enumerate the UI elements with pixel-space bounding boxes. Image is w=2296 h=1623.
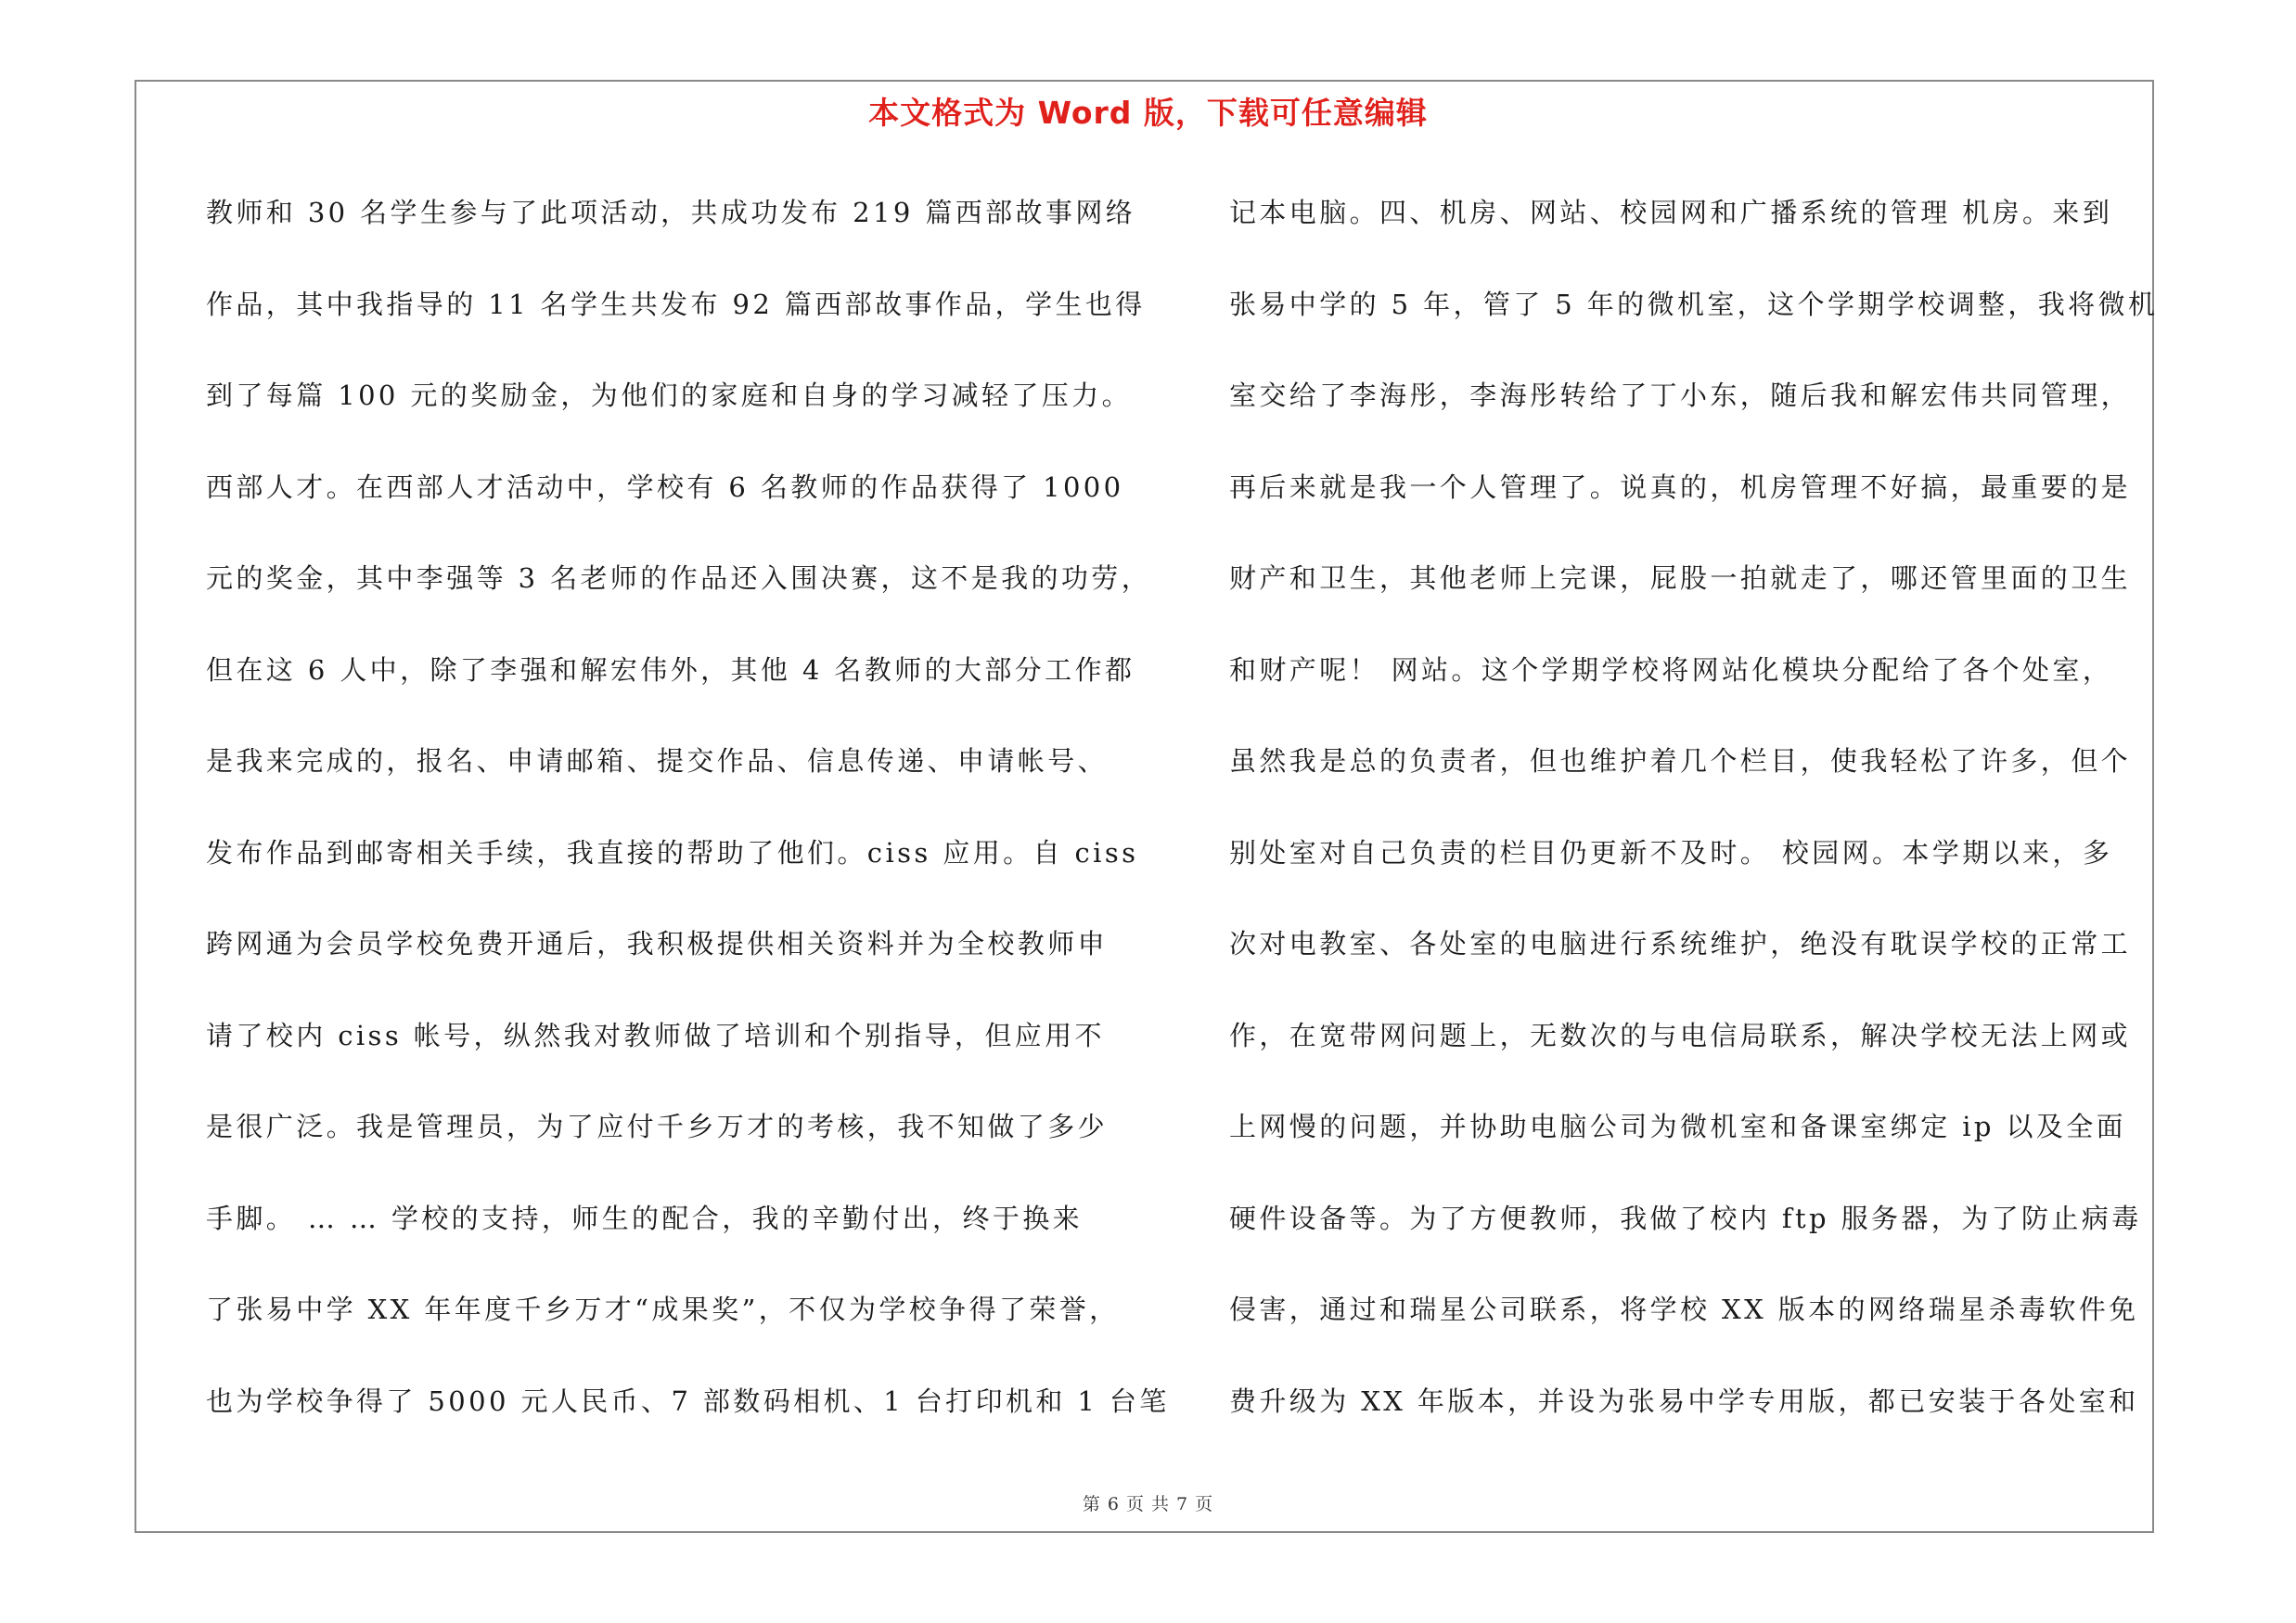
- right-text-column: [1229, 185, 2161, 1464]
- text-line: 是我来完成的，报名、申请邮箱、提交作品、信息传递、申请帐号、: [206, 745, 1109, 777]
- text-line: 也为学校争得了 5000 元人民币、7 部数码相机、1 台打印机和 1 台笔: [206, 1385, 1170, 1417]
- text-line: 了张易中学 XX 年年度千乡万才“成果奖”，不仅为学校争得了荣誉，: [206, 1294, 1120, 1325]
- text-line: 再后来就是我一个人管理了。说真的，机房管理不好搞，最重要的是: [1229, 470, 2132, 503]
- text-line: 发布作品到邮寄相关手续，我直接的帮助了他们。ciss 应用。自 ciss: [206, 836, 1139, 869]
- text-line: 但在这 6 人中，除了李强和解宏伟外，其他 4 名教师的大部分工作都: [206, 653, 1135, 686]
- left-text-column: [206, 185, 1170, 1464]
- text-line: 西部人才。在西部人才活动中，学校有 6 名教师的作品获得了 1000: [206, 470, 1124, 503]
- text-line: 和财产呢！ 网站。这个学期学校将网站化模块分配给了各个处室，: [1229, 653, 2113, 686]
- text-line: 上网慢的问题，并协助电脑公司为微机室和备课室绑定 ip 以及全面: [1229, 1111, 2127, 1142]
- text-line: 记本电脑。四、机房、网站、校园网和广播系统的管理 机房。来到: [1229, 197, 2113, 228]
- text-line: 张易中学的 5 年，管了 5 年的微机室，这个学期学校调整，我将微机: [1229, 288, 2159, 320]
- word-format-banner: 本文格式为 Word 版，下载可任意编辑: [868, 95, 1428, 131]
- text-line: 作，在宽带网问题上，无数次的与电信局联系，解决学校无法上网或: [1229, 1019, 2132, 1051]
- text-line: 次对电教室、各处室的电脑进行系统维护，绝没有耽误学校的正常工: [1229, 928, 2132, 960]
- text-line: 元的奖金，其中李强等 3 名老师的作品还入围决赛，这不是我的功劳，: [206, 562, 1152, 594]
- text-line: 财产和卫生，其他老师上完课，屁股一拍就走了，哪还管里面的卫生: [1229, 562, 2132, 594]
- text-line: 虽然我是总的负责者，但也维护着几个栏目，使我轻松了许多，但个: [1229, 745, 2132, 777]
- text-line: 侵害，通过和瑞星公司联系，将学校 XX 版本的网络瑞星杀毒软件免: [1229, 1294, 2139, 1325]
- text-line: 作品，其中我指导的 11 名学生共发布 92 篇西部故事作品，学生也得: [206, 288, 1146, 320]
- text-line: 教师和 30 名学生参与了此项活动，共成功发布 219 篇西部故事网络: [206, 197, 1136, 228]
- text-line: 费升级为 XX 年版本，并设为张易中学专用版，都已安装于各处室和: [1229, 1385, 2139, 1417]
- text-line: 室交给了李海彤，李海彤转给了丁小东，随后我和解宏伟共同管理，: [1229, 380, 2132, 411]
- text-line: 别处室对自己负责的栏目仍更新不及时。 校园网。本学期以来，多: [1229, 836, 2113, 869]
- text-line: 手脚。 … … 学校的支持，师生的配合，我的辛勤付出，终于换来: [206, 1202, 1084, 1234]
- text-line: 是很广泛。我是管理员，为了应付千乡万才的考核，我不知做了多少: [206, 1111, 1109, 1142]
- text-line: 到了每篇 100 元的奖励金，为他们的家庭和自身的学习减轻了压力。: [206, 380, 1132, 411]
- page-number: 第 6 页 共 7 页: [1082, 1494, 1214, 1514]
- text-line: 硬件设备等。为了方便教师，我做了校内 ftp 服务器，为了防止病毒: [1229, 1202, 2142, 1234]
- text-line: 请了校内 ciss 帐号，纵然我对教师做了培训和个别指导，但应用不: [206, 1019, 1105, 1051]
- text-line: 跨网通为会员学校免费开通后，我积极提供相关资料并为全校教师申: [206, 928, 1109, 960]
